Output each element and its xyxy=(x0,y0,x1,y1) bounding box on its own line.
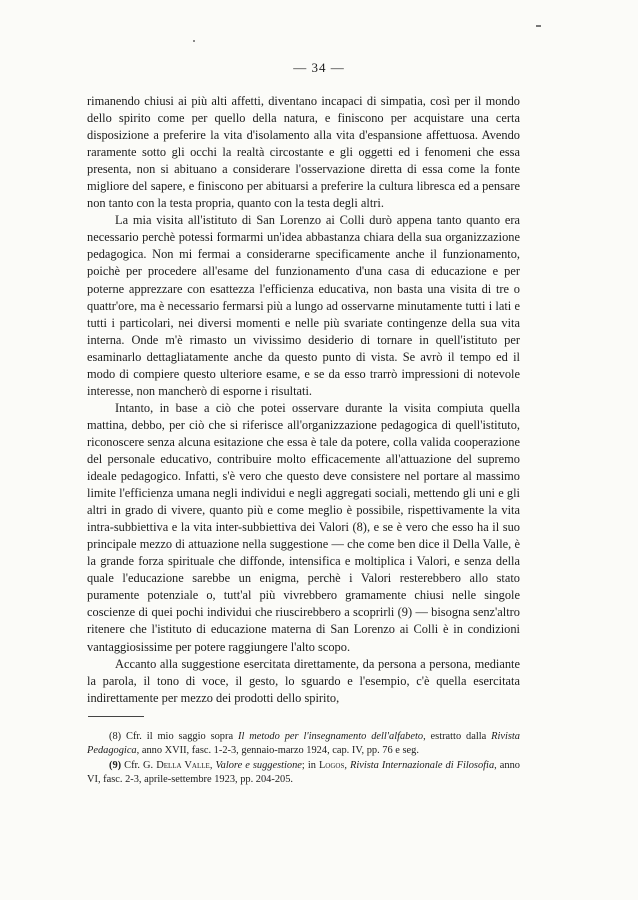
footnote-journal: Rivista Pedagogica xyxy=(87,731,520,757)
footnote-journal: Rivista Internazionale di Filosofia xyxy=(349,759,495,771)
footnote-divider xyxy=(88,716,144,717)
paragraph: La mia visita all'istituto di San Lorenzo ai Colli durò appena tanto quanto era necessario perchè potessi formarmi un'idea abbastanza chiara della sua organizzazione pedagogica. Non mi fermai a considerarne specificamente anche il funzionamento, poichè per procedere all'esame del funzionamento d'una casa di educazione e per poterne apprezzare con esattezza l'efficienza educativa, non basta una visita di tre o quattr'ore, ma è necessario fermarsi più a lungo ad osservarne minutamente tutti i lati e tutti i particolari, nei diversi momenti e nelle più svariate contingenze della sua vita interna. Onde m'è rimasto un vivissimo desiderio di tornare in quell'istituto per esaminarlo dettagliatamente anche da questo punto di vista. Se avrò il tempo ed il modo di compiere questo ulteriore esame, e se da esso trarrò impressioni di notevole interesse, non mancherò di esporne i risultati. xyxy=(87,213,520,398)
footnote-text: , xyxy=(344,759,350,771)
footnote-text: Cfr. G. xyxy=(124,759,157,771)
paragraph: Accanto alla suggestione esercitata direttamente, da persona a persona, mediante la parola, il tono di voce, il gesto, lo sguardo e l'esempio, c'è quella esercitata indirettamente per mezzo dei prodotti dello spirito, xyxy=(87,656,520,705)
footnote-text: , xyxy=(209,759,216,771)
footnote-text: , anno XVII, fasc. 1-2-3, gennaio-marzo 1924, cap. IV, pp. 76 e seg. xyxy=(136,745,419,757)
footnotes xyxy=(87,730,520,788)
footnote-text: , anno VI, fasc. 2-3, aprile-settembre 1923, pp. 204-205. xyxy=(87,759,520,786)
footnote-text: , estratto dalla xyxy=(423,731,492,742)
paragraph: Intanto, in base a ciò che potei osservare durante la visita compiuta quella mattina, debbo, per ciò che si riferisce all'organizzazione pedagogica di quell'istituto, riconoscere senza alcuna esitazione che essa è tale da potere, colla valida cooperazione del personale educativo, contribuire molto efficacemente all'attuazione del supremo ideale pedagogico. Infatti, s'è vero che questo deve consistere nel portare al massimo limite l'efficienza umana negli individui e negli aggregati sociali, mettendo gli uni e gli altri in grado di vivere, quanto più e come meglio è possibile, rispettivamente la vita intra-subbiettiva e la vita inter-subbiettiva dei Valori (8), e se è vero che esso ha il suo principale mezzo di attuazione nella suggestione — che come ben dice il Della Valle, è la grande forza spirituale che diffonde, intensifica e moltiplica i Valori, e senza della quale l'educazione sarebbe un enigma, perchè i Valori resterebbero allo stato puramente potenziale o, tutt'al più vivrebbero gramamente chiusi nelle singole coscienze di quei pochi individui che riuscirebbero a scoprirli (9) — bisogna senz'altro ritenere che l'istituto di educazione materna di San Lorenzo ai Colli è in condizioni vantaggiosissime per potere raggiungere l'alto scopo. xyxy=(87,400,520,654)
print-speck xyxy=(536,25,541,27)
footnote-ref: (9) xyxy=(109,759,122,771)
footnote-journal-name: Logos xyxy=(318,759,345,771)
footnote-author: Della Valle xyxy=(156,759,210,771)
footnote-ref: (8) xyxy=(109,731,122,742)
footnote-title: Valore e suggestione xyxy=(215,759,302,771)
footnote xyxy=(87,730,520,759)
footnote-text: ; in xyxy=(301,759,319,771)
body-text xyxy=(87,93,520,707)
footnote xyxy=(87,759,520,788)
page-number: — 34 — xyxy=(293,60,345,75)
footnote-text: Cfr. il mio saggio sopra xyxy=(126,731,238,742)
print-speck xyxy=(193,40,195,42)
footnote-title: Il metodo per l'insegnamento dell'alfabeto xyxy=(237,731,424,742)
paragraph: rimanendo chiusi ai più alti affetti, diventano incapaci di simpatia, così per il mondo dello spirito come per quello della natura, e finiscono per acquistare una certa disposizione a preferire la vita d'isolamento alla vita d'espansione affettuosa. Avendo raramente sotto gli occhi la realtà circostante e gli oggetti ed i fenomeni che essa presenta, non si abituano a considerare l'osservazione diretta di essa come la fonte migliore del sapere, e finiscono per abituarsi a preferire la cultura libresca ed a pensare non tanto con la testa propria, quanto con la testa degli altri. xyxy=(87,94,520,211)
